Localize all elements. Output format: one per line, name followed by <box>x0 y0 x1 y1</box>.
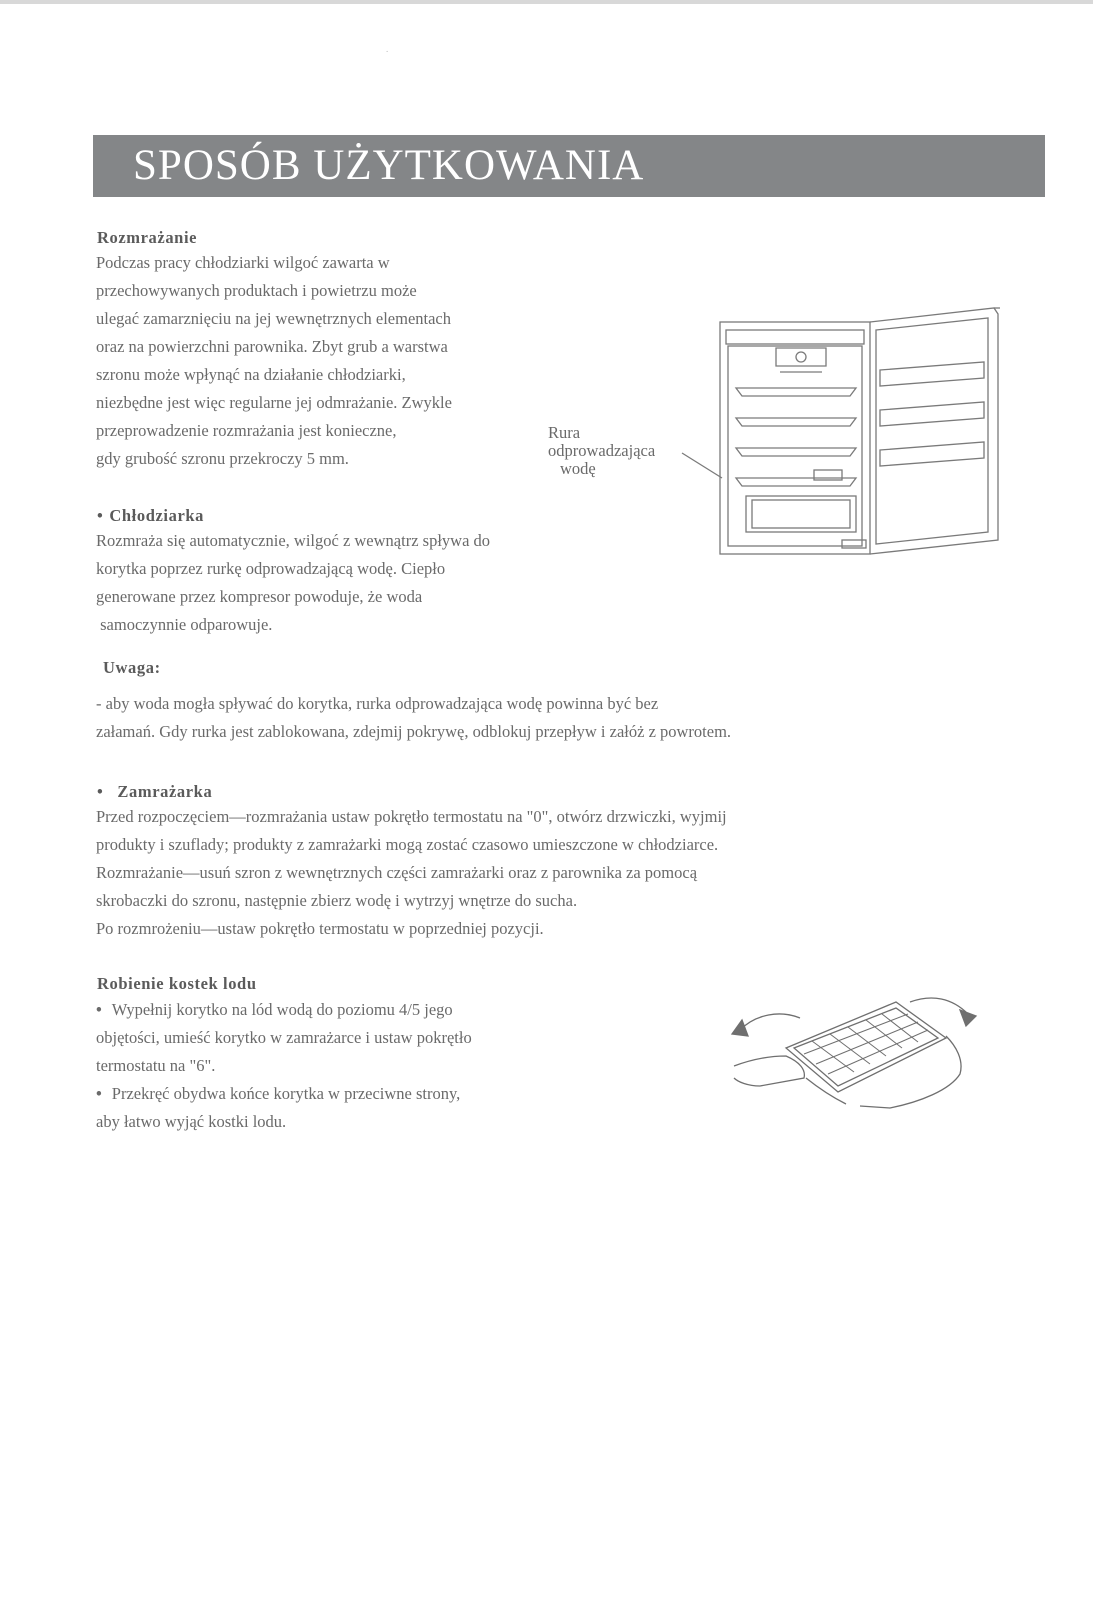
title-banner <box>93 135 1045 197</box>
ice-line-1-row <box>96 996 453 1024</box>
ice-bullet-2: • <box>96 1084 102 1103</box>
defrost-line-8: gdy grubość szronu przekroczy 5 mm. <box>96 449 349 468</box>
ice-line-4: Przekręć obydwa końce korytka w przeciwne strony, <box>111 1084 461 1103</box>
defrost-heading: Rozmrażanie <box>97 228 198 247</box>
fridge-heading: Chłodziarka <box>109 506 205 525</box>
fridge-line-4: samoczynnie odparowuje. <box>96 615 273 634</box>
fridge-illustration <box>676 300 1016 570</box>
freezer-line-2: produkty i szuflady; produkty z zamrażarki mogą zostać czasowo umieszczone w chłodziarce. <box>96 835 719 854</box>
top-border <box>0 0 1093 4</box>
fridge-heading-row <box>97 506 204 526</box>
ice-line-4-row <box>96 1080 460 1108</box>
defrost-line-6: niezbędne jest więc regularne jej odmrażanie. Zwykle <box>96 393 452 412</box>
page-mark: . <box>386 44 389 54</box>
fridge-bullet: • <box>97 506 104 525</box>
freezer-bullet: • <box>97 782 104 801</box>
ice-line-3: termostatu na "6". <box>96 1056 216 1075</box>
note-line-2: załamań. Gdy rurka jest zablokowana, zdejmij pokrywę, odblokuj przepływ i załóż z powrotem. <box>96 722 732 741</box>
defrost-line-1: Podczas pracy chłodziarki wilgoć zawarta w <box>96 253 390 272</box>
ice-tray-illustration <box>720 990 990 1120</box>
drain-pipe-label-2: odprowadzająca <box>548 441 656 460</box>
drain-pipe-label-1: Rura <box>548 423 581 442</box>
ice-bullet-1: • <box>96 1000 102 1019</box>
defrost-line-4: oraz na powierzchni parownika. Zbyt grub a warstwa <box>96 337 448 356</box>
freezer-line-4: skrobaczki do szronu, następnie zbierz wodę i wytrzyj wnętrze do sucha. <box>96 891 578 910</box>
drain-pipe-label-3: wodę <box>560 459 596 478</box>
page-title: SPOSÓB UŻYTKOWANIA <box>133 142 645 189</box>
ice-line-1: Wypełnij korytko na lód wodą do poziomu 4/5 jego <box>111 1000 453 1019</box>
freezer-line-3: Rozmrażanie—usuń szron z wewnętrznych części zamrażarki oraz z parownika za pomocą <box>96 863 698 882</box>
note-heading: Uwaga: <box>103 658 161 677</box>
defrost-line-2: przechowywanych produktach i powietrzu może <box>96 281 417 300</box>
label-pointer-line <box>682 453 722 478</box>
freezer-line-1: Przed rozpoczęciem—rozmrażania ustaw pokrętło termostatu na "0", otwórz drzwiczki, wyjmij <box>96 807 727 826</box>
freezer-heading: Zamrażarka <box>117 782 213 801</box>
ice-line-5: aby łatwo wyjąć kostki lodu. <box>96 1112 287 1131</box>
fridge-line-3: generowane przez kompresor powoduje, że woda <box>96 587 423 606</box>
defrost-line-7: przeprowadzenie rozmrażania jest konieczne, <box>96 421 397 440</box>
fridge-line-2: korytka poprzez rurkę odprowadzającą wodę. Ciepło <box>96 559 446 578</box>
fridge-line-1: Rozmraża się automatycznie, wilgoć z wewnątrz spływa do <box>96 531 491 550</box>
defrost-line-3: ulegać zamarznięciu na jej wewnętrznych elementach <box>96 309 452 328</box>
ice-line-2: objętości, umieść korytko w zamrażarce i ustaw pokrętło <box>96 1028 472 1047</box>
freezer-heading-row <box>97 782 212 802</box>
defrost-line-5: szronu może wpłynąć na działanie chłodziarki, <box>96 365 406 384</box>
note-line-1: - aby woda mogła spływać do korytka, rurka odprowadzająca wodę powinna być bez <box>96 694 659 713</box>
freezer-line-5: Po rozmrożeniu—ustaw pokrętło termostatu w poprzedniej pozycji. <box>96 919 544 938</box>
ice-heading: Robienie kostek lodu <box>97 974 257 993</box>
